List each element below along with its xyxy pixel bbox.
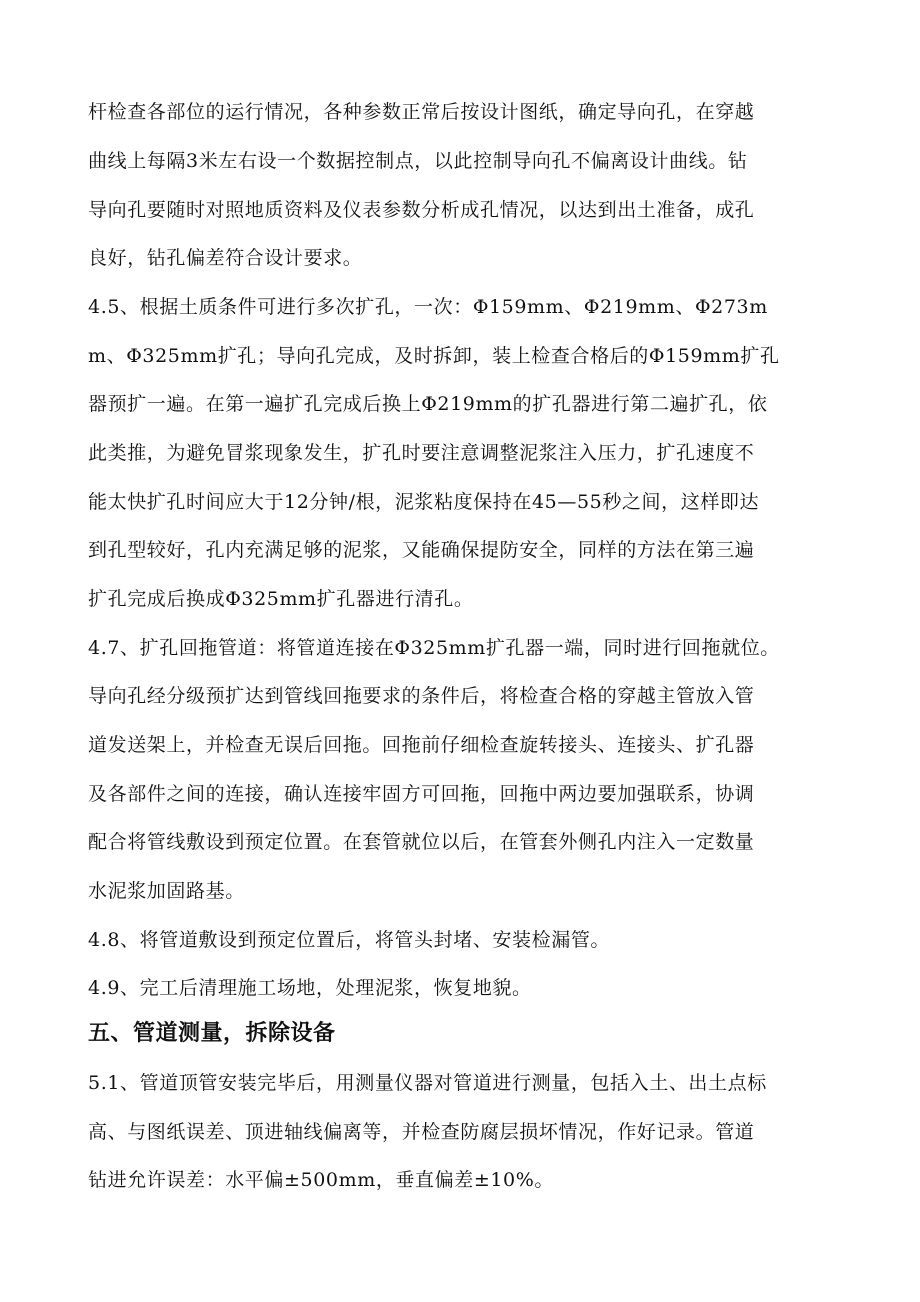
- text-line: 4.8、将管道敷设到预定位置后，将管头封堵、安装检漏管。: [88, 929, 611, 951]
- text-line: 4.9、完工后清理施工场地，处理泥浆，恢复地貌。: [88, 977, 532, 999]
- text-line: 曲线上每隔3米左右设一个数据控制点，以此控制导向孔不偏离设计曲线。钻: [88, 150, 748, 172]
- text-line: 导向孔经分级预扩达到管线回拖要求的条件后，将检查合格的穿越主管放入管: [88, 685, 755, 707]
- text-line: 扩孔完成后换成Φ325mm扩孔器进行清孔。: [88, 588, 474, 610]
- text-line: 高、与图纸误差、顶进轴线偏离等，并检查防腐层损坏情况，作好记录。管道: [88, 1121, 755, 1143]
- text-line: 此类推，为避免冒浆现象发生，扩孔时要注意调整泥浆注入压力，扩孔速度不: [88, 442, 755, 464]
- text-line: 及各部件之间的连接，确认连接牢固方可回拖，回拖中两边要加强联系，协调: [88, 783, 755, 805]
- text-line: 水泥浆加固路基。: [88, 880, 245, 902]
- text-line: 钻进允许误差：水平偏±500mm，垂直偏差±10%。: [88, 1169, 554, 1191]
- text-line: 导向孔要随时对照地质资料及仪表参数分析成孔情况，以达到出土准备，成孔: [88, 199, 755, 221]
- section-heading: 五、管道测量，拆除设备: [88, 1021, 336, 1046]
- text-line: m、Φ325mm扩孔；导向孔完成，及时拆卸，装上检查合格后的Φ159mm扩孔: [88, 345, 780, 367]
- text-line: 杆检查各部位的运行情况，各种参数正常后按设计图纸，确定导向孔，在穿越: [88, 101, 755, 123]
- text-line: 4.5、根据土质条件可进行多次扩孔，一次：Φ159mm、Φ219mm、Φ273m: [88, 296, 768, 318]
- text-line: 道发送架上，并检查无误后回拖。回拖前仔细检查旋转接头、连接头、扩孔器: [88, 734, 755, 756]
- text-line: 能太快扩孔时间应大于12分钟/根，泥浆粘度保持在45—55秒之间，这样即达: [88, 491, 760, 513]
- text-line: 配合将管线敷设到预定位置。在套管就位以后，在管套外侧孔内注入一定数量: [88, 831, 755, 853]
- text-line: 4.7、扩孔回拖管道：将管道连接在Φ325mm扩孔器一端，同时进行回拖就位。: [88, 637, 780, 659]
- text-line: 5.1、管道顶管安装完毕后，用测量仪器对管道进行测量，包括入土、出土点标: [88, 1072, 767, 1094]
- text-line: 到孔型较好，孔内充满足够的泥浆，又能确保提防安全，同样的方法在第三遍: [88, 539, 755, 561]
- text-line: 良好，钻孔偏差符合设计要求。: [88, 247, 363, 269]
- text-line: 器预扩一遍。在第一遍扩孔完成后换上Φ219mm的扩孔器进行第二遍扩孔，依: [88, 393, 768, 415]
